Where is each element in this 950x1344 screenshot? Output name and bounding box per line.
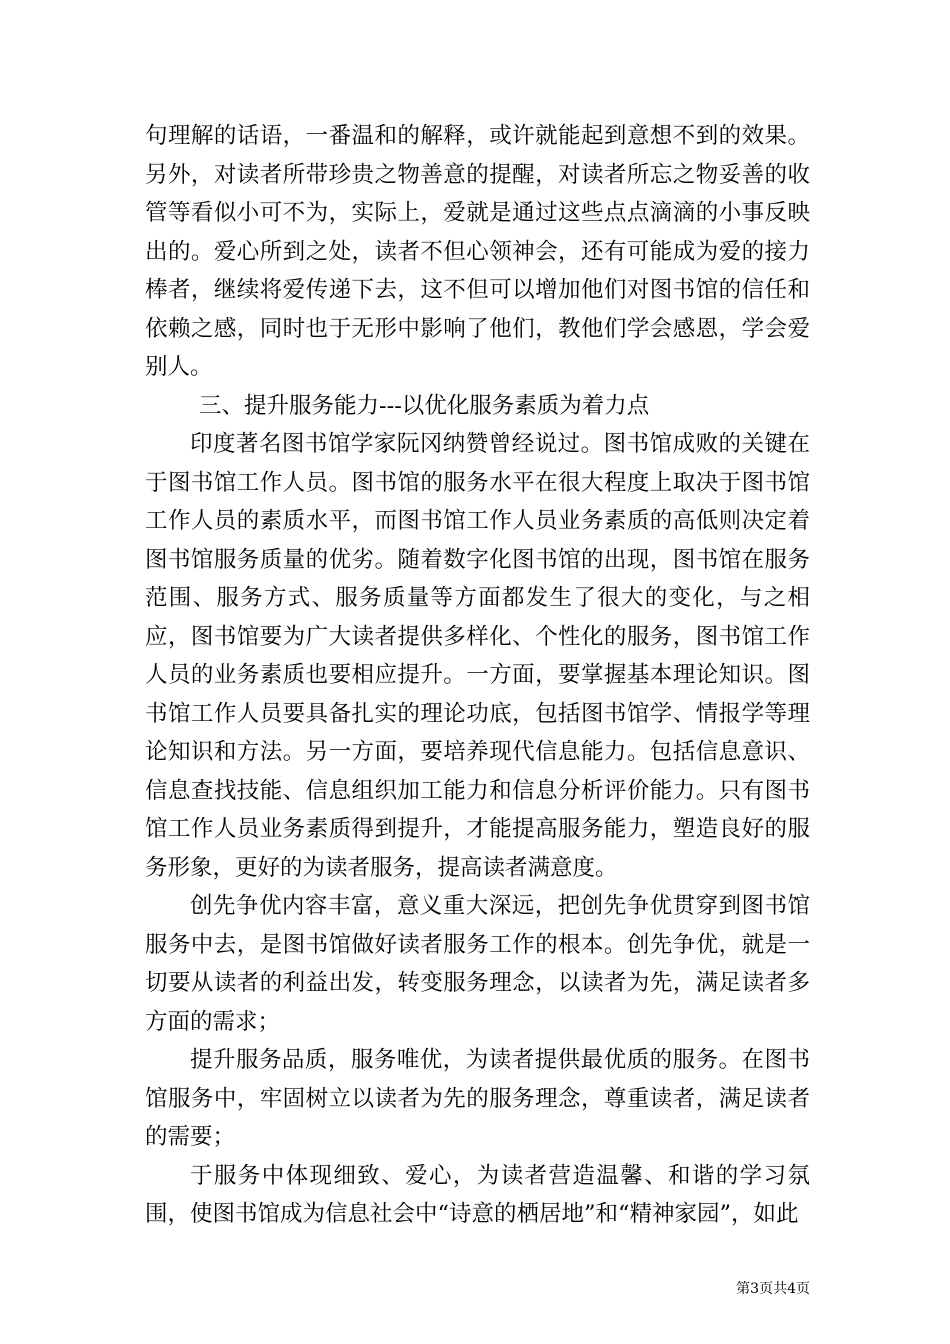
paragraph: 提升服务品质，服务唯优，为读者提供最优质的服务。在图书馆服务中，牢固树立以读者为先的服务理念，尊重读者，满足读者的需要； xyxy=(145,1047,810,1150)
page-number-footer: 第3页共4页 xyxy=(736,1281,810,1297)
paragraph: 于服务中体现细致、爱心，为读者营造温馨、和谐的学习氛围，使图书馆成为信息社会中“诗意的栖居地”和“精神家园”，如此 xyxy=(145,1162,810,1227)
paragraph: 印度著名图书馆学家阮冈纳赞曾经说过。图书馆成败的关键在于图书馆工作人员。图书馆的服务水平在很大程度上取决于图书馆工作人员的素质水平，而图书馆工作人员业务素质的高低则决定着图书馆服务质量的优劣。随着数字化图书馆的出现，图书馆在服务范围、服务方式、服务质量等方面都发生了很大的变化，与之相应，图书馆要为广大读者提供多样化、个性化的服务，图书馆工作人员的业务素质也要相应提升。一方面，要掌握基本理论知识。图书馆工作人员要具备扎实的理论功底，包括图书馆学、情报学等理论知识和方法。另一方面，要培养现代信息能力。包括信息意识、信息查找技能、信息组织加工能力和信息分析评价能力。只有图书馆工作人员业务素质得到提升，才能提高服务能力，塑造良好的服务形象，更好的为读者服务，提高读者满意度。 xyxy=(145,431,810,881)
section-heading: 三、提升服务能力---以优化服务素质为着力点 xyxy=(199,392,650,419)
paragraph: 创先争优内容丰富，意义重大深远，把创先争优贯穿到图书馆服务中去，是图书馆做好读者服务工作的根本。创先争优，就是一切要从读者的利益出发，转变服务理念，以读者为先，满足读者多方面的需求； xyxy=(145,893,810,1035)
document-body xyxy=(145,117,810,1234)
paragraph-continuation: 句理解的话语，一番温和的解释，或许就能起到意想不到的效果。另外，对读者所带珍贵之物善意的提醒，对读者所忘之物妥善的收管等看似小可不为，实际上，爱就是通过这些点点滴滴的小事反映出的。爱心所到之处，读者不但心领神会，还有可能成为爱的接力棒者，继续将爱传递下去，这不但可以增加他们对图书馆的信任和依赖之感，同时也于无形中影响了他们，教他们学会感恩，学会爱别人。 xyxy=(145,123,810,380)
